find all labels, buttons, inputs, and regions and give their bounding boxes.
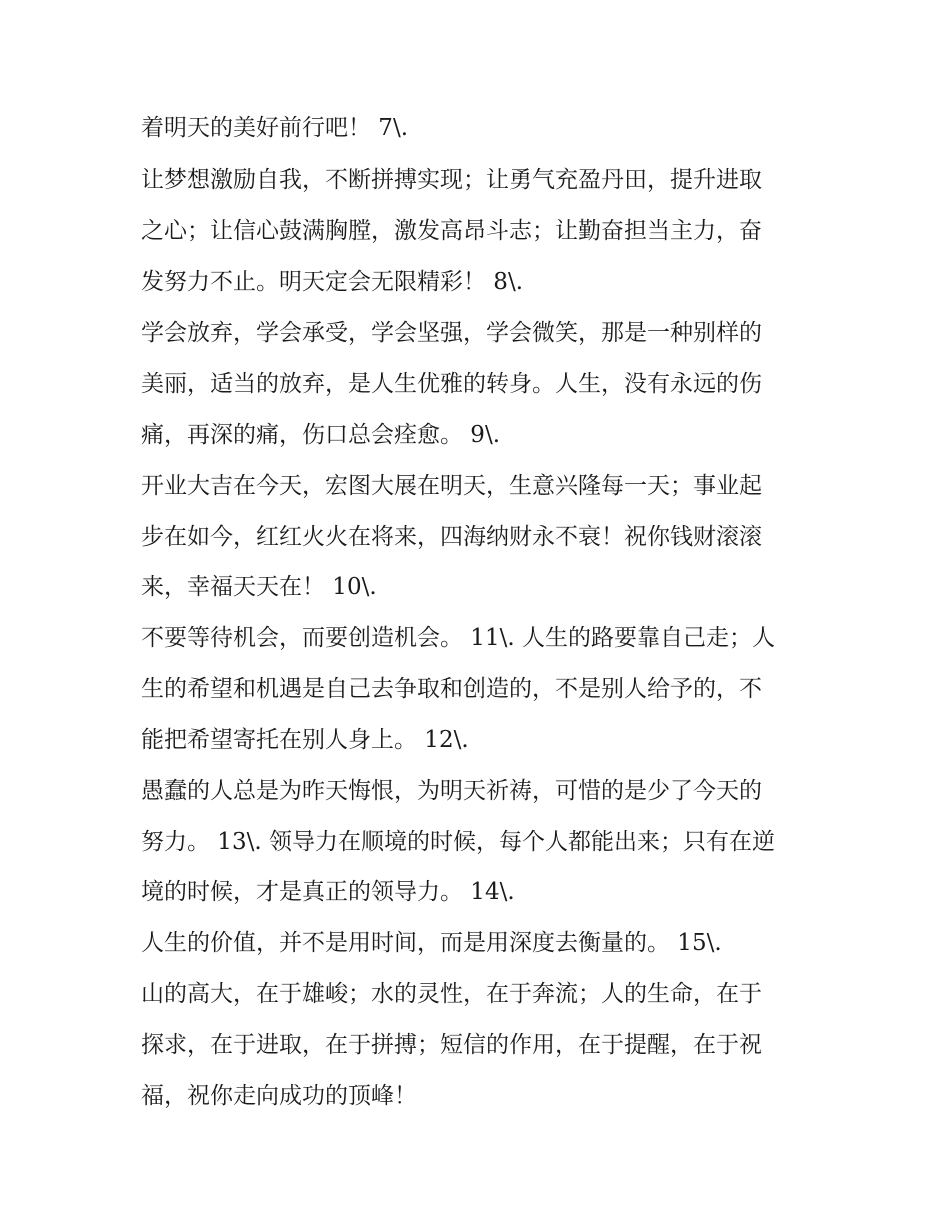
text-line: 让梦想激励自我，不断拼搏实现；让勇气充盈丹田，提升进取 (141, 167, 762, 193)
text-line: 努力。 13\. 领导力在顺境的时候，每个人都能出来；只有在逆 (141, 829, 775, 855)
text-line: 步在如今，红红火火在将来，四海纳财永不衰！祝你钱财滚滚 (141, 524, 762, 550)
text-line: 山的高大，在于雄峻；水的灵性，在于奔流；人的生命，在于 (141, 981, 762, 1007)
text-line: 愚蠢的人总是为昨天悔恨，为明天祈祷，可惜的是少了今天的 (141, 778, 762, 804)
text-line: 生的希望和机遇是自己去争取和创造的，不是别人给予的，不 (141, 676, 762, 702)
text-line: 境的时候，才是真正的领导力。 14\. (141, 879, 515, 905)
text-line: 发努力不止。明天定会无限精彩！ 8\. (141, 269, 524, 295)
text-line: 来，幸福天天在！ 10\. (141, 574, 377, 600)
text-line: 不要等待机会，而要创造机会。 11\. 人生的路要靠自己走；人 (141, 625, 775, 651)
text-line: 探求，在于进取，在于拼搏；短信的作用，在于提醒，在于祝 (141, 1032, 762, 1058)
text-line: 福，祝你走向成功的顶峰！ (141, 1083, 417, 1109)
text-line: 人生的价值，并不是用时间，而是用深度去衡量的。 15\. (141, 930, 722, 956)
text-line: 着明天的美好前行吧！ 7\. (141, 115, 409, 141)
text-line: 学会放弃，学会承受，学会坚强，学会微笑，那是一种别样的 (141, 320, 762, 346)
text-line: 之心；让信心鼓满胸膛，激发高昂斗志；让勤奋担当主力，奋 (141, 218, 762, 244)
text-line: 开业大吉在今天，宏图大展在明天，生意兴隆每一天；事业起 (141, 473, 762, 499)
text-line: 能把希望寄托在别人身上。 12\. (141, 727, 469, 753)
text-line: 痛，再深的痛，伤口总会痊愈。 9\. (141, 422, 501, 448)
text-line: 美丽，适当的放弃，是人生优雅的转身。人生，没有永远的伤 (141, 371, 762, 397)
